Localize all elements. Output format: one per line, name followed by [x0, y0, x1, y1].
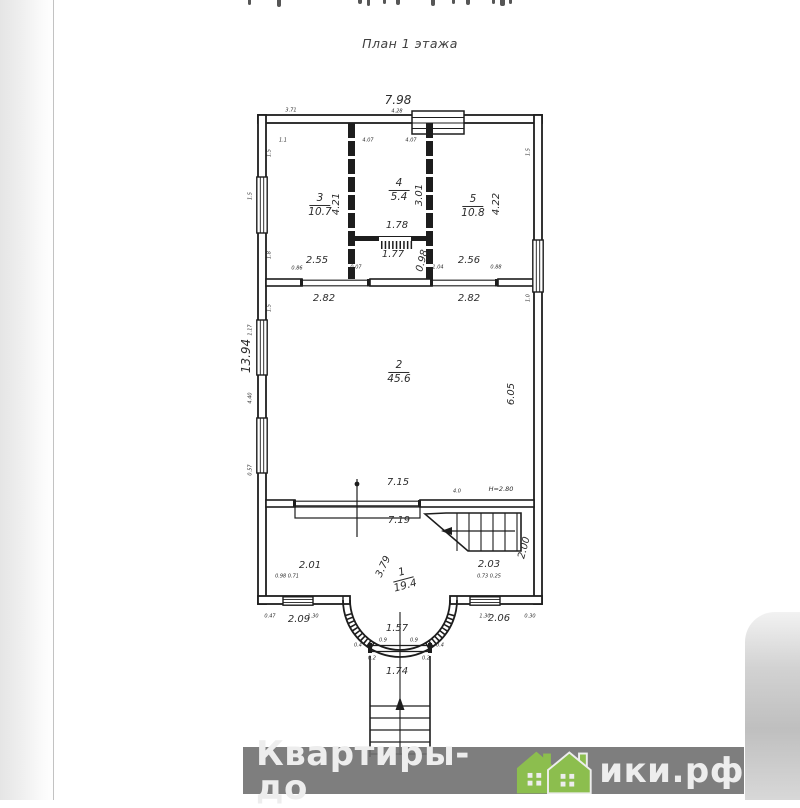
- dim-label: 2.03: [477, 559, 501, 570]
- dim-label: 0.98 0.71: [275, 573, 299, 580]
- dim-label: 2.01: [298, 560, 322, 571]
- dim-label: 0.4: [354, 642, 362, 649]
- dim-label: 4.21: [331, 192, 342, 216]
- window-bottom-left: [283, 597, 313, 605]
- dim-label: 4.28: [391, 108, 403, 115]
- dim-label: 2.56: [457, 255, 481, 266]
- watermark-band: [243, 733, 744, 808]
- dim-label: 1.5: [266, 149, 273, 157]
- window-left-3: [257, 418, 267, 473]
- dim-label: 1.0: [525, 294, 532, 302]
- room-number: 5: [463, 194, 484, 207]
- room-area: 45.6: [387, 373, 411, 385]
- dim-label: 1.8: [266, 251, 273, 259]
- room-area: 5.4: [390, 191, 408, 203]
- dim-label: 0.47: [264, 613, 276, 620]
- window-bottom-right: [470, 597, 500, 605]
- interior-wall-top: [266, 279, 534, 287]
- dim-label: 4.22: [491, 192, 502, 216]
- dim-label: 0.73 0.25: [477, 573, 501, 580]
- dim-label: 2.55: [305, 255, 329, 266]
- dim-label: 0.07: [350, 264, 362, 271]
- dim-label: 4.07: [405, 137, 417, 144]
- dim-label: 7.19: [387, 515, 411, 526]
- drawing-title: План 1 этажа: [362, 36, 458, 51]
- entry-direction-arrow: [396, 697, 405, 710]
- room-number: 2: [389, 360, 410, 373]
- dim-label: 4.0: [453, 488, 461, 495]
- dim-label: 2.00: [516, 535, 533, 561]
- dim-label: 1.04: [432, 264, 444, 271]
- dim-label: 0.57: [247, 464, 254, 476]
- room-area: 10.8: [461, 207, 485, 219]
- dim-label: 0.4: [436, 642, 444, 649]
- dim-label: 0.88: [490, 264, 502, 271]
- window-left-2: [257, 320, 267, 375]
- room-area: 19.4: [392, 576, 419, 595]
- dim-label: 4.40: [247, 392, 254, 404]
- dim-label: 0.30: [524, 613, 536, 620]
- room-stamp: [387, 355, 410, 385]
- dim-label: 1.77: [381, 249, 405, 260]
- dim-label: H=2.80: [488, 484, 514, 493]
- dim-label: 2.09: [287, 614, 311, 625]
- watermark-text-right: ики.рф: [599, 750, 744, 791]
- stairs-interior: [425, 513, 521, 551]
- dim-label: 6.05: [506, 382, 517, 406]
- dim-label: 1.78: [385, 220, 409, 231]
- dim-label: 1.17: [247, 324, 254, 336]
- watermark-text-left: Квартиры-до: [256, 733, 470, 808]
- dim-label: 1.5: [266, 304, 273, 312]
- dim-label: 3.79: [373, 554, 394, 580]
- dim-label: 1.5: [525, 148, 532, 156]
- dim-label: 1.74: [385, 666, 409, 677]
- room-stamp: [389, 173, 410, 203]
- dim-label: 0.98: [414, 248, 431, 274]
- room-number: 3: [310, 193, 331, 206]
- dim-label: 1.57: [385, 623, 409, 634]
- dim-label: 1.30: [307, 613, 319, 620]
- room-area: 10.7: [308, 206, 332, 218]
- dim-label: 0.9: [379, 637, 387, 644]
- window-left-1: [257, 177, 267, 233]
- dim-label: 7.98: [384, 93, 412, 107]
- dim-label: 2.82: [312, 293, 336, 304]
- room-number: 4: [389, 178, 410, 191]
- dim-label: 1.30: [479, 613, 491, 620]
- room-stamp: [308, 188, 331, 218]
- dim-label: 3.71: [285, 107, 297, 114]
- dim-label: 7.15: [386, 477, 410, 488]
- dim-label: 1.5: [247, 192, 254, 200]
- dim-label: 0.86: [291, 265, 303, 272]
- room-number: 1: [390, 565, 413, 583]
- dim-label: 3.01: [414, 183, 425, 207]
- room-stamp: [461, 189, 484, 219]
- dim-label: 0.2: [422, 655, 430, 662]
- houses-logo-icon: [515, 748, 598, 794]
- dim-label: 0.2: [368, 655, 376, 662]
- dim-label: 4.07: [362, 137, 374, 144]
- dim-label: 0.9: [410, 637, 418, 644]
- dim-label: 1.1: [279, 137, 287, 144]
- dim-label: 2.06: [487, 613, 511, 624]
- dim-label: 2.82: [457, 293, 481, 304]
- window-right-1: [533, 240, 543, 292]
- chimney-block: [412, 111, 464, 134]
- section-mark: [355, 479, 360, 537]
- dim-label: 13.94: [239, 338, 253, 374]
